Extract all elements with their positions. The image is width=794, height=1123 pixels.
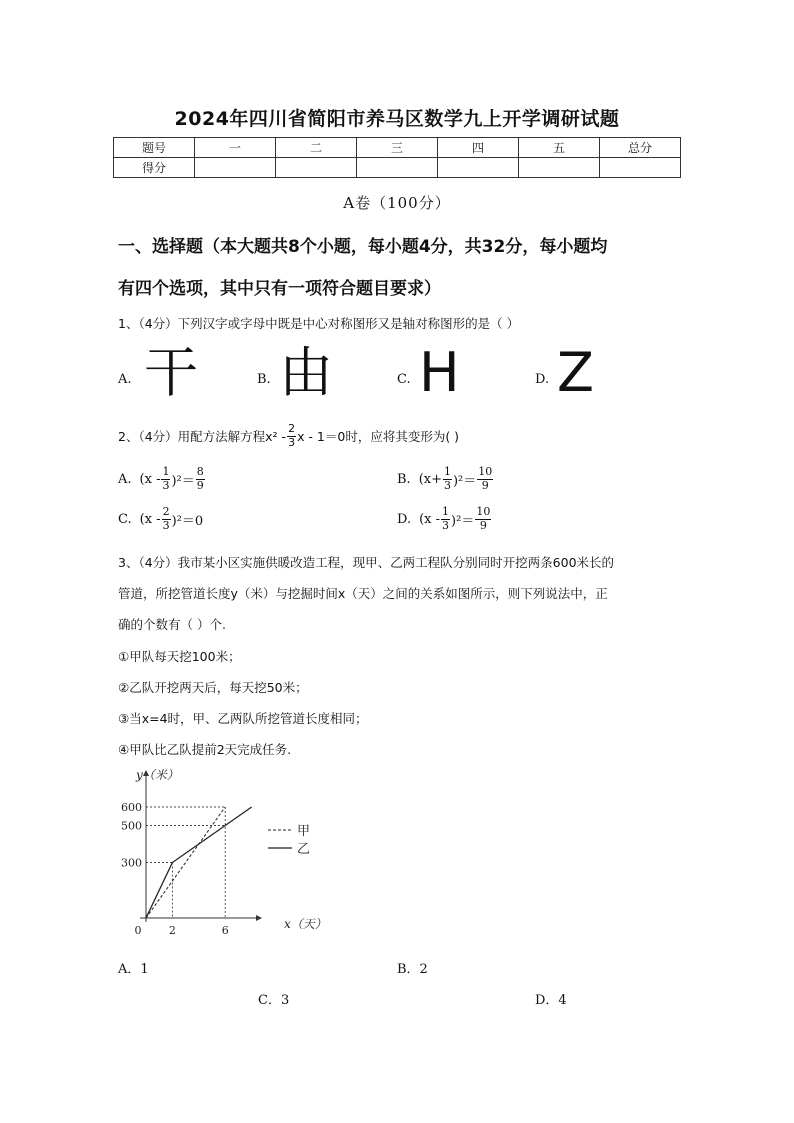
- option-expr-mid: )²＝: [451, 513, 475, 529]
- option-fraction: [196, 466, 205, 492]
- fraction-numerator: 10: [476, 505, 491, 518]
- option-fraction: [162, 506, 171, 532]
- fraction-numerator: 1: [162, 465, 170, 478]
- q3-statement-1: ①甲队每天挖100米；: [118, 649, 241, 664]
- q1-stem: 1、（4分）下列汉字或字母中既是中心对称图形又是轴对称图形的是（ ）: [118, 316, 520, 331]
- fraction-numerator: 1: [442, 505, 450, 518]
- score-header-cell: 总分: [600, 138, 681, 158]
- score-table: [113, 137, 681, 178]
- score-header-cell: 二: [276, 138, 357, 158]
- option-expr-pre: (x -: [139, 471, 161, 487]
- option-expr-pre: (x+: [418, 471, 442, 487]
- option-label: B.: [397, 471, 411, 487]
- x-axis-label: x（天）: [284, 917, 327, 931]
- option-fraction: [441, 506, 450, 532]
- q3-statement-3: ③当x=4时，甲、乙两队所挖管道长度相同；: [118, 711, 368, 726]
- option-fraction: [443, 466, 452, 492]
- option-label: A.: [118, 471, 132, 487]
- chart-series: [146, 807, 252, 918]
- option-fraction: [475, 506, 491, 532]
- chart-axes: [140, 770, 262, 922]
- q1-option-b-glyph: 由: [279, 341, 333, 404]
- score-entry-cell[interactable]: [276, 158, 357, 178]
- x-axis-arrow: [256, 915, 262, 921]
- q2-option-b: [397, 466, 494, 492]
- option-expr-mid: )²＝0: [171, 513, 204, 529]
- q2-option-a: [118, 466, 206, 492]
- x-tick-label: 6: [221, 924, 229, 937]
- option-label: C.: [118, 511, 132, 527]
- q3-stem-line1: 3、（4分）我市某小区实施供暖改造工程，现甲、乙两工程队分别同时开挖两条600米长的: [118, 555, 615, 570]
- q1-option-a-glyph: 干: [144, 341, 198, 404]
- option-expr-pre: (x -: [419, 511, 441, 527]
- q3-stem-line3: 确的个数有（ ）个.: [118, 617, 226, 632]
- fraction-denominator: 9: [481, 478, 489, 492]
- fraction-denominator: 9: [479, 518, 487, 532]
- score-header-cell: 四: [438, 138, 519, 158]
- score-entry-cell[interactable]: [357, 158, 438, 178]
- series-line-yi: [146, 807, 252, 918]
- fraction-denominator: 3: [162, 518, 170, 532]
- part1-heading-line1: 一、选择题（本大题共8个小题，每小题4分，共32分，每小题均: [118, 237, 608, 257]
- q3-option-b: B．2: [397, 962, 428, 977]
- fraction-numerator: 8: [196, 465, 204, 478]
- y-tick-label: 300: [121, 856, 142, 870]
- q1-option-d-label: D.: [535, 372, 550, 387]
- option-label: D.: [397, 511, 412, 527]
- series-line-jia: [146, 807, 225, 918]
- part1-heading-line2: 有四个选项，其中只有一项符合题目要求）: [118, 279, 441, 299]
- fraction-denominator: 9: [196, 478, 204, 492]
- q1-option-c-glyph: H: [419, 341, 460, 404]
- fraction-denominator: 3: [442, 518, 450, 532]
- fraction-denominator: 3: [288, 435, 296, 449]
- score-header-cell: 题号: [114, 138, 195, 158]
- q3-statement-2: ②乙队开挖两天后，每天挖50米；: [118, 680, 308, 695]
- option-expr-mid: )²＝: [452, 473, 477, 489]
- score-header-cell: 三: [357, 138, 438, 158]
- score-header-cell: 五: [519, 138, 600, 158]
- chart-labels: [121, 768, 327, 937]
- score-table-score-row: [114, 158, 681, 178]
- q2-stem-part-a: 2、（4分）用配方法解方程x² -: [118, 429, 287, 445]
- score-entry-cell[interactable]: [519, 158, 600, 178]
- q1-option-c-label: C.: [397, 372, 411, 387]
- option-fraction: [477, 466, 493, 492]
- q3-statement-4: ④甲队比乙队提前2天完成任务.: [118, 742, 292, 757]
- option-fraction: [161, 466, 170, 492]
- fraction-denominator: 3: [162, 478, 170, 492]
- fraction-numerator: 2: [162, 505, 170, 518]
- q2-stem-part-b: x - 1＝0时，应将其变形为( ): [297, 429, 460, 445]
- option-expr-mid: )²＝: [171, 473, 195, 489]
- option-expr-pre: (x -: [139, 511, 161, 527]
- fraction-numerator: 2: [288, 422, 296, 435]
- q3-stem-line2: 管道，所挖管道长度y（米）与挖掘时间x（天）之间的关系如图所示，则下列说法中，正: [118, 586, 608, 601]
- q1-option-b-label: B.: [257, 372, 271, 387]
- origin-label: 0: [134, 924, 142, 937]
- score-entry-cell[interactable]: [600, 158, 681, 178]
- y-tick-label: 500: [121, 819, 142, 833]
- q1-option-a-label: A.: [118, 372, 132, 387]
- fraction-numerator: 1: [443, 465, 451, 478]
- score-row-label: 得分: [114, 158, 195, 178]
- score-entry-cell[interactable]: [195, 158, 276, 178]
- y-axis-label: y（米）: [136, 768, 179, 782]
- legend-label-yi: 乙: [297, 842, 311, 857]
- y-tick-label: 600: [121, 801, 142, 814]
- exam-title: 2024年四川省简阳市养马区数学九上开学调研试题: [174, 108, 620, 130]
- q3-option-a: A．1: [118, 962, 149, 977]
- q1-option-d-glyph: Z: [557, 341, 594, 404]
- score-header-cell: 一: [195, 138, 276, 158]
- q3-option-d: D．4: [535, 993, 567, 1008]
- q2-option-d: [397, 506, 492, 532]
- q2-option-c: [118, 506, 203, 532]
- fraction-denominator: 3: [443, 478, 451, 492]
- x-tick-label: 2: [168, 924, 176, 937]
- section-a-heading: A卷（100分）: [343, 194, 451, 212]
- fraction-numerator: 10: [478, 465, 493, 478]
- q2-stem-fraction: [287, 423, 296, 449]
- score-table-header-row: [114, 138, 681, 158]
- q3-line-chart: [110, 762, 350, 947]
- legend-label-jia: 甲: [297, 824, 311, 839]
- score-entry-cell[interactable]: [438, 158, 519, 178]
- q2-stem: [118, 423, 459, 449]
- q3-option-c: C．3: [258, 993, 290, 1008]
